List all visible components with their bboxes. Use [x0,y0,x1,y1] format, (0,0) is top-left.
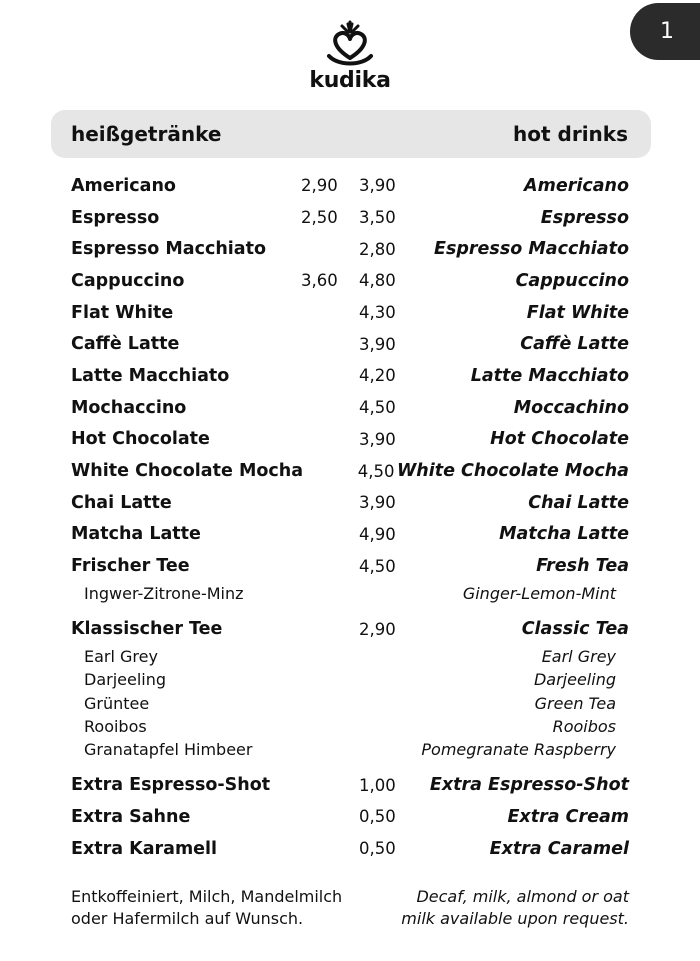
item-price: 3,50 [359,208,396,228]
item-name-en: Extra Espresso-Shot [429,775,629,796]
section-title-en: hot drinks [513,122,628,146]
note-en-line: Decaf, milk, almond or oat [416,887,629,907]
variety-en: Earl Grey [541,647,616,667]
tea-variety [71,645,629,668]
item-name-en: Espresso [540,207,629,228]
item-name-en: Caffè Latte [520,334,629,355]
milk-options-note [71,886,629,930]
item-price: 3,90 [359,176,396,196]
tea-variety [71,582,629,605]
note-en [370,886,629,930]
item-price: 4,30 [359,303,396,323]
heart-sprout-logo-icon [324,20,376,66]
item-price: 0,50 [359,807,396,827]
variety-en: Ginger-Lemon-Mint [462,584,616,604]
item-name-de: Extra Karamell [71,838,218,859]
menu-item [71,297,629,329]
item-price: 4,50 [357,461,395,481]
item-price: 2,90 [359,619,396,639]
item-name-en: Extra Caramel [489,838,629,859]
item-name-de: Matcha Latte [71,524,201,545]
item-name-de: Frischer Tee [71,556,190,577]
menu-item [71,233,629,265]
menu-item [71,202,629,234]
menu-item-extra-shot [71,769,629,801]
menu-item [71,328,629,360]
menu-item-extra-caramel [71,833,629,865]
item-name-en: White Chocolate Mocha [396,461,629,482]
menu-item-extra-cream [71,801,629,833]
menu-item [71,265,629,297]
item-name-de: Extra Sahne [71,806,191,827]
variety-de: Earl Grey [84,647,158,667]
menu-item-classic-tea [71,613,629,645]
item-name-en: Classic Tea [521,619,629,640]
item-price-small: 2,90 [301,176,338,196]
item-name-en: Americano [524,175,629,196]
item-price: 4,50 [359,398,396,418]
tea-variety [71,738,629,761]
item-price: 4,20 [359,366,396,386]
tea-variety [71,715,629,738]
brand-logo [0,20,700,93]
menu-list [71,170,629,930]
item-name-de: Hot Chocolate [71,429,210,450]
menu-item [71,392,629,424]
item-name-de: Espresso [71,207,160,228]
item-name-de: Latte Macchiato [71,365,230,386]
note-de-line: oder Hafermilch auf Wunsch. [71,909,304,929]
item-name-de: Mochaccino [71,397,187,418]
section-title-de: heißgetränke [71,122,222,146]
page-number-badge: 1 [630,3,700,60]
item-name-de: Espresso Macchiato [71,239,266,260]
menu-item [71,487,629,519]
menu-item [71,360,629,392]
menu-item [71,455,629,487]
menu-item-fresh-tea [71,550,629,582]
menu-item [71,170,629,202]
item-price-small: 2,50 [301,208,338,228]
variety-en: Green Tea [534,693,616,713]
item-name-en: Latte Macchiato [470,365,629,386]
drink-items [71,170,629,550]
variety-en: Rooibos [552,716,616,736]
item-name-en: Fresh Tea [536,556,629,577]
item-name-en: Espresso Macchiato [434,239,629,260]
item-name-en: Chai Latte [528,492,629,513]
variety-de: Rooibos [84,716,147,736]
item-name-de: Cappuccino [71,270,185,291]
item-name-de: White Chocolate Mocha [71,461,304,482]
variety-en: Pomegranate Raspberry [421,740,616,760]
item-name-de: Extra Espresso-Shot [71,775,271,796]
item-name-de: Klassischer Tee [71,619,223,640]
variety-de: Darjeeling [84,670,167,690]
item-name-de: Flat White [71,302,174,323]
variety-de: Grüntee [84,693,150,713]
item-price: 3,90 [359,493,396,513]
note-de [71,886,370,930]
item-name-en: Flat White [526,302,629,323]
menu-item [71,424,629,456]
tea-variety [71,692,629,715]
item-name-en: Matcha Latte [499,524,629,545]
item-price: 3,90 [359,429,396,449]
variety-de: Granatapfel Himbeer [84,740,253,760]
item-name-de: Caffè Latte [71,334,180,355]
tea-variety [71,668,629,691]
item-name-de: Americano [71,175,176,196]
note-en-line: milk available upon request. [401,909,629,929]
variety-en: Darjeeling [533,670,616,690]
menu-item [71,519,629,551]
item-name-en: Moccachino [513,397,629,418]
note-de-line: Entkoffeiniert, Milch, Mandelmilch [71,887,343,907]
item-price: 4,50 [359,556,396,576]
section-header [51,110,651,158]
item-price: 4,90 [359,524,396,544]
item-name-en: Cappuccino [515,270,629,291]
item-name-en: Hot Chocolate [490,429,629,450]
variety-de: Ingwer-Zitrone-Minz [84,584,244,604]
item-price-small: 3,60 [301,271,338,291]
brand-name: kudika [309,68,391,93]
item-price: 1,00 [359,775,396,795]
item-name-de: Chai Latte [71,492,172,513]
item-name-en: Extra Cream [507,806,629,827]
item-price: 2,80 [359,239,396,259]
item-price: 3,90 [359,334,396,354]
item-price: 0,50 [359,839,396,859]
item-price: 4,80 [359,271,396,291]
